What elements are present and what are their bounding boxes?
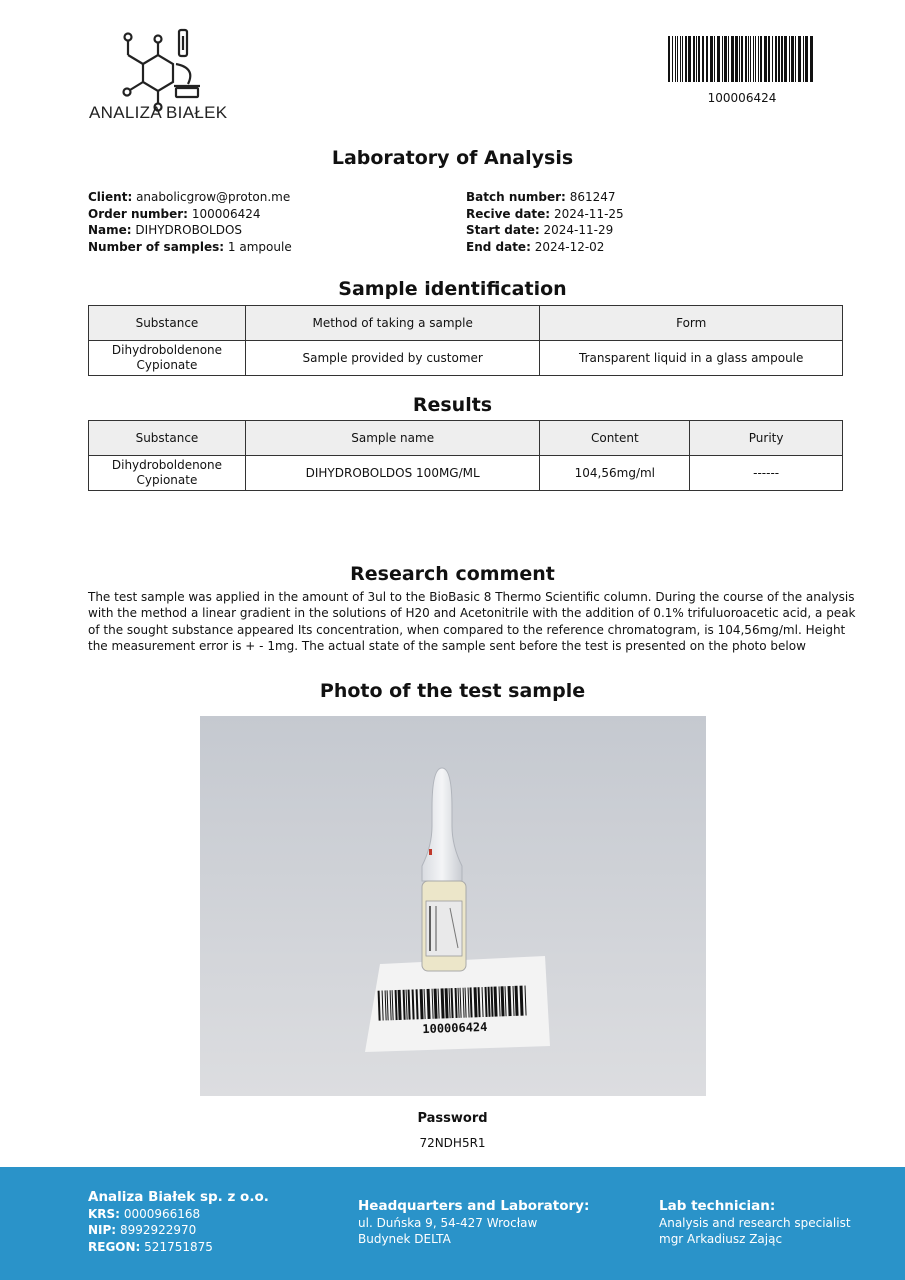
samples-label: Number of samples: — [88, 239, 225, 254]
footer-lab-technician — [659, 1198, 851, 1248]
table-header-row — [89, 306, 843, 341]
barcode-bar — [717, 36, 720, 82]
order-value: 100006424 — [191, 206, 261, 221]
table-cell: ------ — [690, 456, 843, 491]
table-cell: Dihydroboldenone Cypionate — [89, 456, 246, 491]
barcode-number: 100006424 — [707, 91, 777, 105]
table-cell: Dihydroboldenone Cypionate — [89, 341, 246, 376]
barcode-bar — [758, 36, 759, 82]
table-cell: 104,56mg/ml — [540, 456, 690, 491]
barcode-bar — [731, 36, 734, 82]
barcode-bar — [722, 36, 723, 82]
barcode-graphic — [668, 36, 816, 82]
client-label: Client: — [88, 190, 133, 204]
logo-text: ANALIZA BIAŁEK — [89, 103, 228, 122]
barcode-bar — [755, 36, 756, 82]
barcode-bar — [784, 36, 787, 82]
regon-value: 521751875 — [144, 1239, 213, 1254]
password-label: Password — [417, 1111, 488, 1126]
footer-headquarters — [358, 1198, 589, 1248]
barcode-bar — [778, 36, 780, 82]
barcode-bar — [753, 36, 754, 82]
barcode-bar — [710, 36, 713, 82]
table-header-cell: Content — [540, 421, 690, 456]
barcode-bar — [810, 36, 813, 82]
barcode-bar — [688, 36, 691, 82]
document-title: Laboratory of Analysis — [331, 147, 574, 169]
barcode-bar — [760, 36, 762, 82]
barcode-bar — [702, 36, 704, 82]
barcode-bar — [696, 36, 697, 82]
client-row — [88, 189, 292, 206]
hq-address: ul. Duńska 9, 54-427 Wrocław — [358, 1215, 538, 1230]
end-row — [466, 239, 624, 256]
footer — [0, 1167, 905, 1280]
barcode-bar — [750, 36, 751, 82]
barcode-bar — [735, 36, 738, 82]
barcode-bar — [768, 36, 770, 82]
table-header-row — [89, 421, 843, 456]
company-name: Analiza Białek sp. z o.o. — [88, 1189, 269, 1205]
hq-building: Budynek DELTA — [358, 1232, 451, 1246]
table-header-cell: Sample name — [245, 421, 540, 456]
barcode-bar — [775, 36, 777, 82]
barcode-bar — [685, 36, 687, 82]
end-label: End date: — [466, 239, 531, 254]
nip-value: 8992922970 — [119, 1223, 197, 1237]
barcode-bar — [677, 36, 678, 82]
end-value: 2024-12-02 — [534, 239, 605, 254]
name-label: Name: — [88, 223, 132, 237]
barcode-bar — [789, 36, 790, 82]
table-row — [89, 341, 843, 376]
barcode-bar — [805, 36, 808, 82]
barcode-bar — [745, 36, 747, 82]
barcode-bar — [741, 36, 743, 82]
photo-barcode-number: 100006424 — [422, 1019, 488, 1037]
barcode-bar — [698, 36, 700, 82]
barcode-bar — [724, 36, 727, 82]
barcode-bar — [728, 36, 729, 82]
krs-value: 0000966168 — [123, 1206, 201, 1221]
order-row — [88, 206, 292, 223]
results-title: Results — [412, 394, 493, 416]
barcode-bar — [739, 36, 740, 82]
samples-row — [88, 239, 292, 256]
barcode-bar — [672, 36, 673, 82]
regon-label: REGON: — [88, 1239, 141, 1254]
recive-row — [466, 206, 624, 223]
client-value: anabolicgrow@proton.me — [136, 190, 291, 204]
batch-label: Batch number: — [466, 190, 566, 204]
name-row — [88, 222, 292, 239]
barcode-bar — [706, 36, 708, 82]
barcode-bar — [772, 36, 773, 82]
research-comment-text: The test sample was applied in the amount of 3ul to the BioBasic 8 Thermo Scientific column. During the course of the analysis with the method a linear gradient in the solutions of H20 and Acetonitrile with the addition of 0.1% trifuluoroacetic acid, a peak of the sought substance appeared Its concentration, when compared to the reference chromatogram, is 104,56mg/ml. Height the measurement error is + - 1mg. The actual state of the sample sent before the test is presented on the photo below — [88, 590, 856, 653]
krs-label: KRS: — [88, 1206, 120, 1221]
barcode-bar — [791, 36, 794, 82]
sample-identification-table — [88, 305, 843, 376]
barcode-bar — [668, 36, 670, 82]
samples-value: 1 ampoule — [227, 239, 292, 254]
order-info-left — [88, 189, 292, 255]
recive-value: 2024-11-25 — [553, 206, 624, 221]
barcode-bar — [714, 36, 715, 82]
hq-title: Headquarters and Laboratory: — [358, 1198, 590, 1214]
table-header-cell: Method of taking a sample — [245, 306, 540, 341]
table-cell: DIHYDROBOLDOS 100MG/ML — [245, 456, 540, 491]
tech-role: Analysis and research specialist — [659, 1215, 851, 1230]
table-header-cell: Substance — [89, 306, 246, 341]
tech-name: mgr Arkadiusz Zając — [659, 1232, 783, 1246]
start-label: Start date: — [466, 223, 540, 237]
barcode-bar — [675, 36, 676, 82]
sample-photo — [200, 716, 706, 1096]
order-info-right — [466, 189, 624, 255]
barcode-bar — [798, 36, 801, 82]
footer-company-info — [88, 1189, 269, 1255]
name-value: DIHYDROBOLDOS — [135, 223, 243, 237]
table-row — [89, 456, 843, 491]
barcode-bar — [682, 36, 683, 82]
recive-label: Recive date: — [466, 206, 551, 221]
sample-identification-title: Sample identification — [338, 278, 567, 300]
tech-title: Lab technician: — [659, 1198, 776, 1214]
table-cell: Sample provided by customer — [245, 341, 540, 376]
start-value: 2024-11-29 — [543, 223, 614, 237]
table-header-cell: Purity — [690, 421, 843, 456]
barcode-bar — [748, 36, 749, 82]
research-comment-title: Research comment — [350, 563, 555, 585]
barcode-bar — [680, 36, 681, 82]
batch-value: 861247 — [569, 190, 616, 204]
batch-row — [466, 189, 624, 206]
table-header-cell: Substance — [89, 421, 246, 456]
barcode-bar — [795, 36, 796, 82]
table-header-cell: Form — [540, 306, 843, 341]
nip-label: NIP: — [88, 1223, 117, 1237]
password-value: 72NDH5R1 — [419, 1136, 486, 1150]
start-row — [466, 222, 624, 239]
barcode-bar — [803, 36, 804, 82]
barcode-bar — [693, 36, 695, 82]
order-label: Order number: — [88, 206, 188, 221]
results-table — [88, 420, 843, 491]
table-cell: Transparent liquid in a glass ampoule — [540, 341, 843, 376]
barcode-bar — [781, 36, 783, 82]
barcode-bar — [764, 36, 767, 82]
photo-title: Photo of the test sample — [319, 680, 586, 702]
